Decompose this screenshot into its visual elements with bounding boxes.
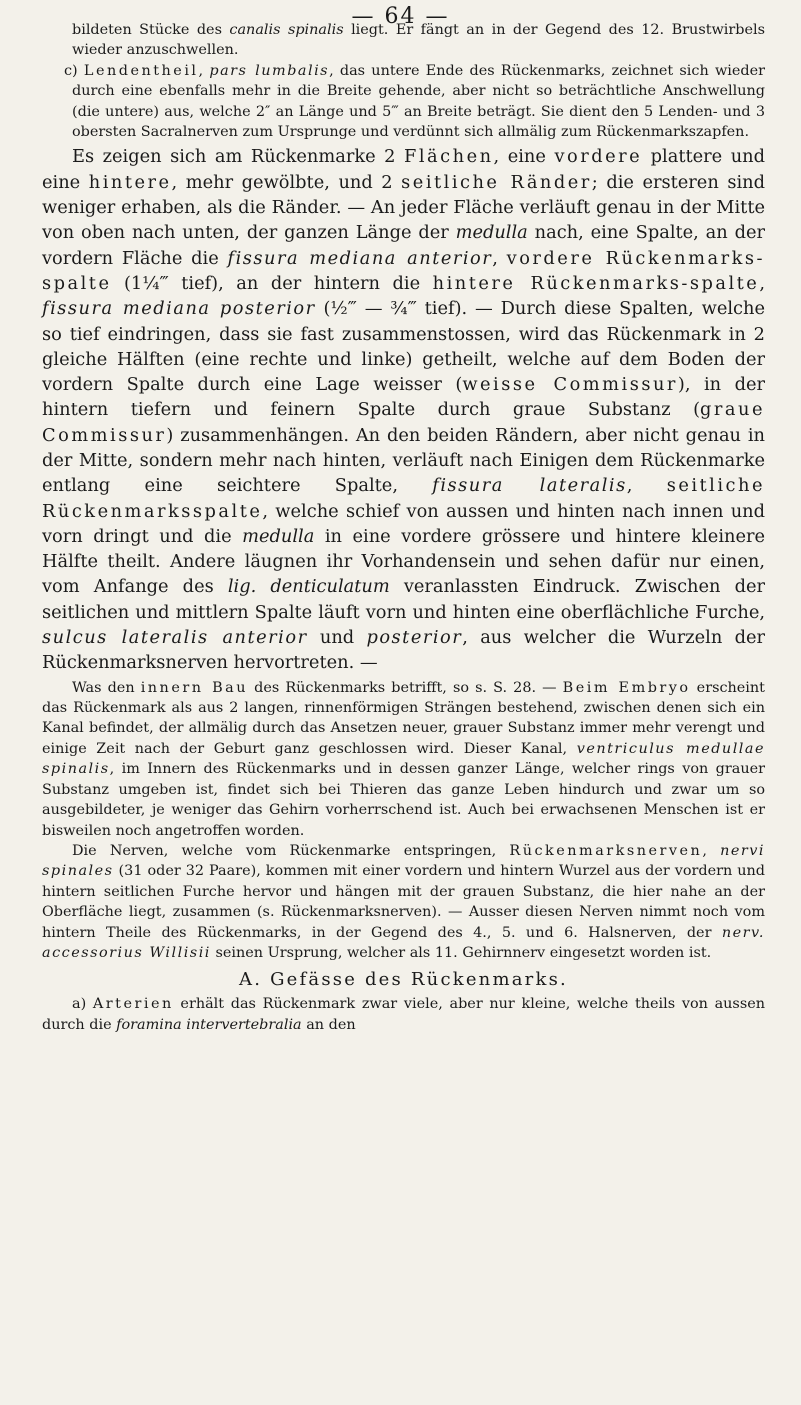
text-run: ), in der hintern tiefern und feinern Spalte durch graue Substanz (	[42, 374, 765, 421]
text-run: erscheint das Rückenmark als aus 2 langen, rinnenförmigen Strängen bestehend, zwischen denen sich ein Kanal befindet, der allmälig durch das Ansetzen neuer, grauer Substanz immer mehr verengt und einige Zeit nach der Geburt ganz geschlossen wird. Dieser Kanal,	[42, 679, 765, 757]
text-run: posterior	[366, 627, 463, 649]
text-run: Arterien	[92, 996, 174, 1013]
text-run: ,	[759, 272, 765, 294]
text-run: Flächen	[404, 146, 494, 168]
text-run: weisse Commissur	[462, 374, 678, 396]
text-run: ; die ersteren sind weniger erhaben, als die Ränder. — An jeder Fläche verläuft genau in der Mitte von oben nach unten, der ganzen Länge der	[42, 171, 765, 244]
text-run: ,	[702, 842, 721, 859]
text-run: vordere	[554, 146, 643, 168]
text-run: hintere	[88, 171, 172, 193]
text-run: ventriculus medullae spinalis	[42, 740, 765, 778]
text-run: Rückenmarksnerven	[509, 842, 703, 859]
text-run: canalis spinalis	[229, 22, 344, 38]
text-run: fissura lateralis	[432, 475, 627, 497]
text-run: ,	[626, 475, 667, 497]
text-run: seitliche Ränder	[401, 171, 592, 193]
text-run: erhält das Rückenmark zwar viele, aber nur kleine, welche theils von aussen durch die	[42, 996, 765, 1033]
text-run: foramina intervertebralia	[116, 1016, 302, 1033]
text-run: , mehr gewölbte, und 2	[171, 171, 402, 193]
text-run: , das untere Ende des Rückenmarks, zeichnet sich wieder durch eine ebenfalls mehr in die Breite gehende, aber nicht so beträchtliche Anschwellung (die untere) aus, welche 2″ an Länge und 5‴ an Breite beträgt. Sie dient den 5 Lenden- und 3 obersten Sacralnerven zum Ursprunge und verdünnt sich allmälig zum Rückenmarkszapfen.	[72, 62, 766, 141]
text-run: ,	[492, 247, 507, 269]
text-run: c)	[64, 62, 84, 79]
text-run: , aus welcher die Wurzeln der Rückenmarksnerven hervortreten. —	[42, 627, 765, 674]
text-run: fissura mediana anterior	[227, 247, 493, 269]
text-run: medulla	[455, 222, 528, 244]
text-run: bildeten Stücke des	[72, 22, 230, 38]
page-number: — 64 —	[351, 4, 450, 29]
text-run: liegt. Er fängt an in der Gegend des 12. Brustwirbels wieder anzuschwellen.	[72, 22, 765, 59]
text-run: pars lumbalis	[209, 62, 330, 79]
text-run: , im Innern des Rückenmarks und in dessen ganzer Länge, welcher rings von grauer Substanz umgeben ist, findet sich bei Thieren das ganze Leben hindurch und zwar um so ausgebildeter, je weniger das Gehirn vorherrschend ist. Auch bei erwachsenen Menschen ist er bisweilen noch angetroffen worden.	[42, 761, 765, 839]
text-run: (31 oder 32 Paare), kommen mit einer vordern und hintern Wurzel aus der vordern und hintern seitlichen Furche hervor und hängen mit der grauen Substanz, die hier nahe an der Oberfläche liegt, zusammen (s. Rückenmarksnerven). — Ausser diesen Nerven nimmt noch vom hintern Theile des Rückenmarks, in der Gegend des 4., 5. und 6. Halsnerven, der	[42, 863, 765, 941]
text-run: ,	[198, 62, 210, 79]
text-run: innern Bau	[140, 679, 249, 696]
text-run: hintere Rückenmarks-spalte	[432, 272, 760, 294]
text-run: graue Commissur	[42, 399, 765, 446]
text-run: und	[307, 627, 367, 649]
text-run: , eine	[493, 146, 555, 168]
text-run: lig. denticulatum	[227, 576, 390, 598]
text-run: Die Nerven, welche vom Rückenmarke entspringen,	[72, 842, 510, 859]
text-run: seitliche Rückenmarksspalte	[42, 475, 765, 522]
text-run: , welche schief von aussen und hinten nach innen und vorn dringt und die	[42, 500, 765, 547]
text-run: veranlassten Eindruck. Zwischen der seitlichen und mittlern Spalte läuft vorn und hinten eine oberflächliche Furche,	[42, 576, 765, 623]
text-run: Es zeigen sich am Rückenmarke 2	[72, 146, 405, 168]
paragraph-lumbar-section	[42, 61, 765, 143]
paragraph-arteries	[42, 994, 765, 1035]
text-run: a)	[72, 996, 93, 1013]
text-run: plattere und eine	[42, 146, 765, 193]
text-run: (½‴ — ¾‴ tief). — Durch diese Spalten, welche so tief eindringen, dass sie fast zusammenstossen, wird das Rückenmark in 2 gleiche Hälften (eine rechte und linke) getheilt, welche auf dem Boden der vordern Spalte durch eine Lage weisser (	[42, 298, 765, 396]
text-run: Was den	[72, 679, 141, 696]
text-run: vordere Rückenmarks-spalte	[42, 247, 766, 294]
text-run: des Rückenmarks betrifft, so s. S. 28. —	[248, 679, 563, 696]
text-run: nervi spinales	[42, 842, 765, 880]
text-run: in eine vordere grössere und hintere kleinere Hälfte theilt. Andere läugnen ihr Vorhandensein und sehen dafür nur einen, vom Anfange des	[42, 525, 766, 598]
text-run: nach, eine Spalte, an der vordern Fläche die	[42, 222, 765, 269]
section-heading: A. Gefässe des Rückenmarks.	[239, 969, 568, 991]
paragraph-surfaces	[42, 144, 765, 675]
text-run: nerv. accessorius Willisii	[42, 924, 765, 961]
paragraph-internal-structure	[42, 678, 765, 841]
text-run: an den	[301, 1016, 356, 1033]
paragraph-spinal-nerves	[42, 841, 765, 963]
text-run: (1¼‴ tief), an der hintern die	[111, 272, 433, 294]
text-run: fissura mediana posterior	[42, 298, 316, 320]
text-run: seinen Ursprung, welcher als 11. Gehirnnerv eingesetzt worden ist.	[210, 944, 712, 961]
text-run: Lendentheil	[83, 62, 199, 79]
text-run: ) zusammenhängen. An den beiden Rändern, aber nicht genau in der Mitte, sondern mehr nach hinten, verläuft nach Einigen dem Rückenmarke entlang eine seichtere Spalte,	[42, 424, 765, 497]
text-run: sulcus lateralis anterior	[42, 627, 308, 649]
text-run: Beim Embryo	[562, 679, 691, 696]
text-run: medulla	[242, 525, 315, 547]
